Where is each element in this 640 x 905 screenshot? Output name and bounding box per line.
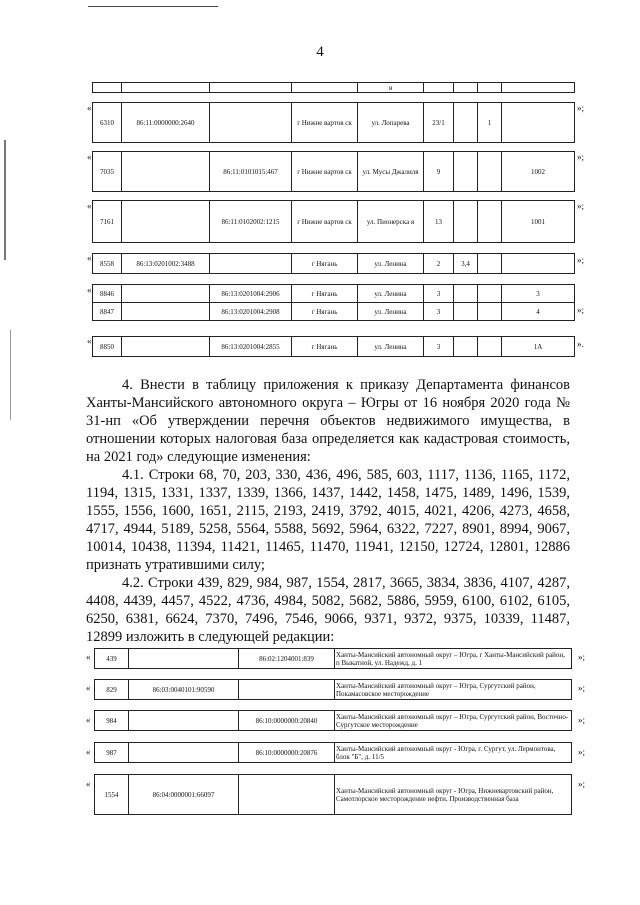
table-row: 8847 86:13:0201004:2908 г Нягань ул. Ленина 3 4 xyxy=(93,303,575,321)
table-row: 439 86:02:1204001:839 Ханты-Мансийский автономный округ – Югра, г Ханты-Мансийский район, п Выкатной, ул. Надежд, д. 1 xyxy=(94,648,572,669)
table2 xyxy=(92,284,575,321)
table-row: 8850 86:13:0201004:2855 г Нягань ул. Ленина 3 1А xyxy=(93,337,575,357)
table-row: 1554 86:04:0000001:66097 Ханты-Мансийский автономный округ - Югра, Нижневартовский район, Самотлорское месторождение нефти, Производственная база xyxy=(94,774,572,815)
close-quote: »; xyxy=(577,255,585,265)
open-quote: « xyxy=(87,152,92,162)
scan-mark-left-2 xyxy=(10,330,11,420)
table-row: 7161 86:11:0102002:1215 г Нижне вартов ск ул. Пионерска я 13 1001 xyxy=(92,200,575,243)
table-row: 829 86:03:0040101:90590 Ханты-Мансийский автономный округ – Югра, Сургутский район, Покамасовское месторождение xyxy=(94,679,572,700)
table3 xyxy=(92,336,575,357)
close-quote: ». xyxy=(577,339,584,349)
table-row: 6310 86:11:0000000:2640 г Нижне вартов ск ул. Лопарева 23/1 1 xyxy=(92,102,575,143)
close-quote: »; xyxy=(577,103,585,113)
header-cell: я xyxy=(358,83,424,93)
open-quote: « xyxy=(87,336,92,346)
close-quote: »; xyxy=(578,779,586,789)
close-quote: »; xyxy=(578,747,586,757)
close-quote: »; xyxy=(578,683,586,693)
open-quote: « xyxy=(86,652,91,662)
paragraph-4-2: 4.2. Строки 439, 829, 984, 987, 1554, 2817, 3665, 3834, 3836, 4107, 4287, 4408, 4439, 4457, 4522, 4736, 4984, 5082, 5682, 5886, 5959, 6100, 6102, 6105, 6250, 6381, 6624, 7370, 7496, 7546, 9066, 9371, 9372, 9375, 10339, 11487, 12899 изложить в следующей редакции: xyxy=(86,575,570,645)
open-quote: « xyxy=(87,253,92,263)
close-quote: »; xyxy=(577,152,585,162)
open-quote: « xyxy=(87,103,92,113)
paragraph-4-1: 4.1. Строки 68, 70, 203, 330, 436, 496, 585, 603, 1117, 1136, 1165, 1172, 1194, 1315, 1331, 1337, 1339, 1366, 1437, 1442, 1458, 1475, 1489, 1496, 1539, 1555, 1556, 1600, 1651, 2115, 2193, 2419, 3792, 4015, 4021, 4206, 4273, 4658, 4717, 4944, 5189, 5258, 5564, 5588, 5692, 5964, 6322, 7227, 8901, 8994, 9067, 10014, 10438, 11394, 11421, 11465, 11470, 11941, 12150, 12724, 12801, 12886 признать утратившими силу; xyxy=(86,467,570,573)
open-quote: « xyxy=(86,715,91,725)
open-quote: « xyxy=(87,201,92,211)
table-row: 987 86:10:0000000:20876 Ханты-Мансийский автономный округ - Югра, г. Сургут, ул. Лермонтова, блок "Б", д. 11/5 xyxy=(94,742,572,763)
open-quote: « xyxy=(86,779,91,789)
close-quote: »; xyxy=(578,652,586,662)
scan-mark-top xyxy=(88,6,218,7)
close-quote: »; xyxy=(578,715,586,725)
close-quote: »; xyxy=(577,305,585,315)
open-quote: « xyxy=(86,747,91,757)
table-row: 984 86:10:0000000:20840 Ханты-Мансийский автономный округ – Югра, Сургутский район, Восточно-Сургутское месторождение xyxy=(94,710,572,731)
table-row: 7035 86:11:0101015:467 г Нижне вартов ск ул. Мусы Джалиля 9 1002 xyxy=(92,151,575,192)
page-number: 4 xyxy=(316,44,324,60)
header-strip xyxy=(92,82,575,93)
body-text xyxy=(86,376,570,646)
paragraph-4: 4. Внести в таблицу приложения к приказу Департамента финансов Ханты-Мансийского автономного округа – Югры от 16 ноября 2020 года № 31-нп «Об утверждении перечня объектов недвижимого имущества, в отношении которых налоговая база определяется как кадастровая стоимость, на 2021 год» следующие изменения: xyxy=(86,377,570,465)
open-quote: « xyxy=(86,683,91,693)
open-quote: « xyxy=(87,285,92,295)
close-quote: »; xyxy=(577,201,585,211)
table-row: 8558 86:13:0201002:3488 г Нягань ул. Ленина 2 3,4 xyxy=(92,253,575,274)
scan-mark-left xyxy=(4,140,6,260)
table-row: 8846 86:13:0201004:2906 г Нягань ул. Ленина 3 3 xyxy=(93,285,575,303)
